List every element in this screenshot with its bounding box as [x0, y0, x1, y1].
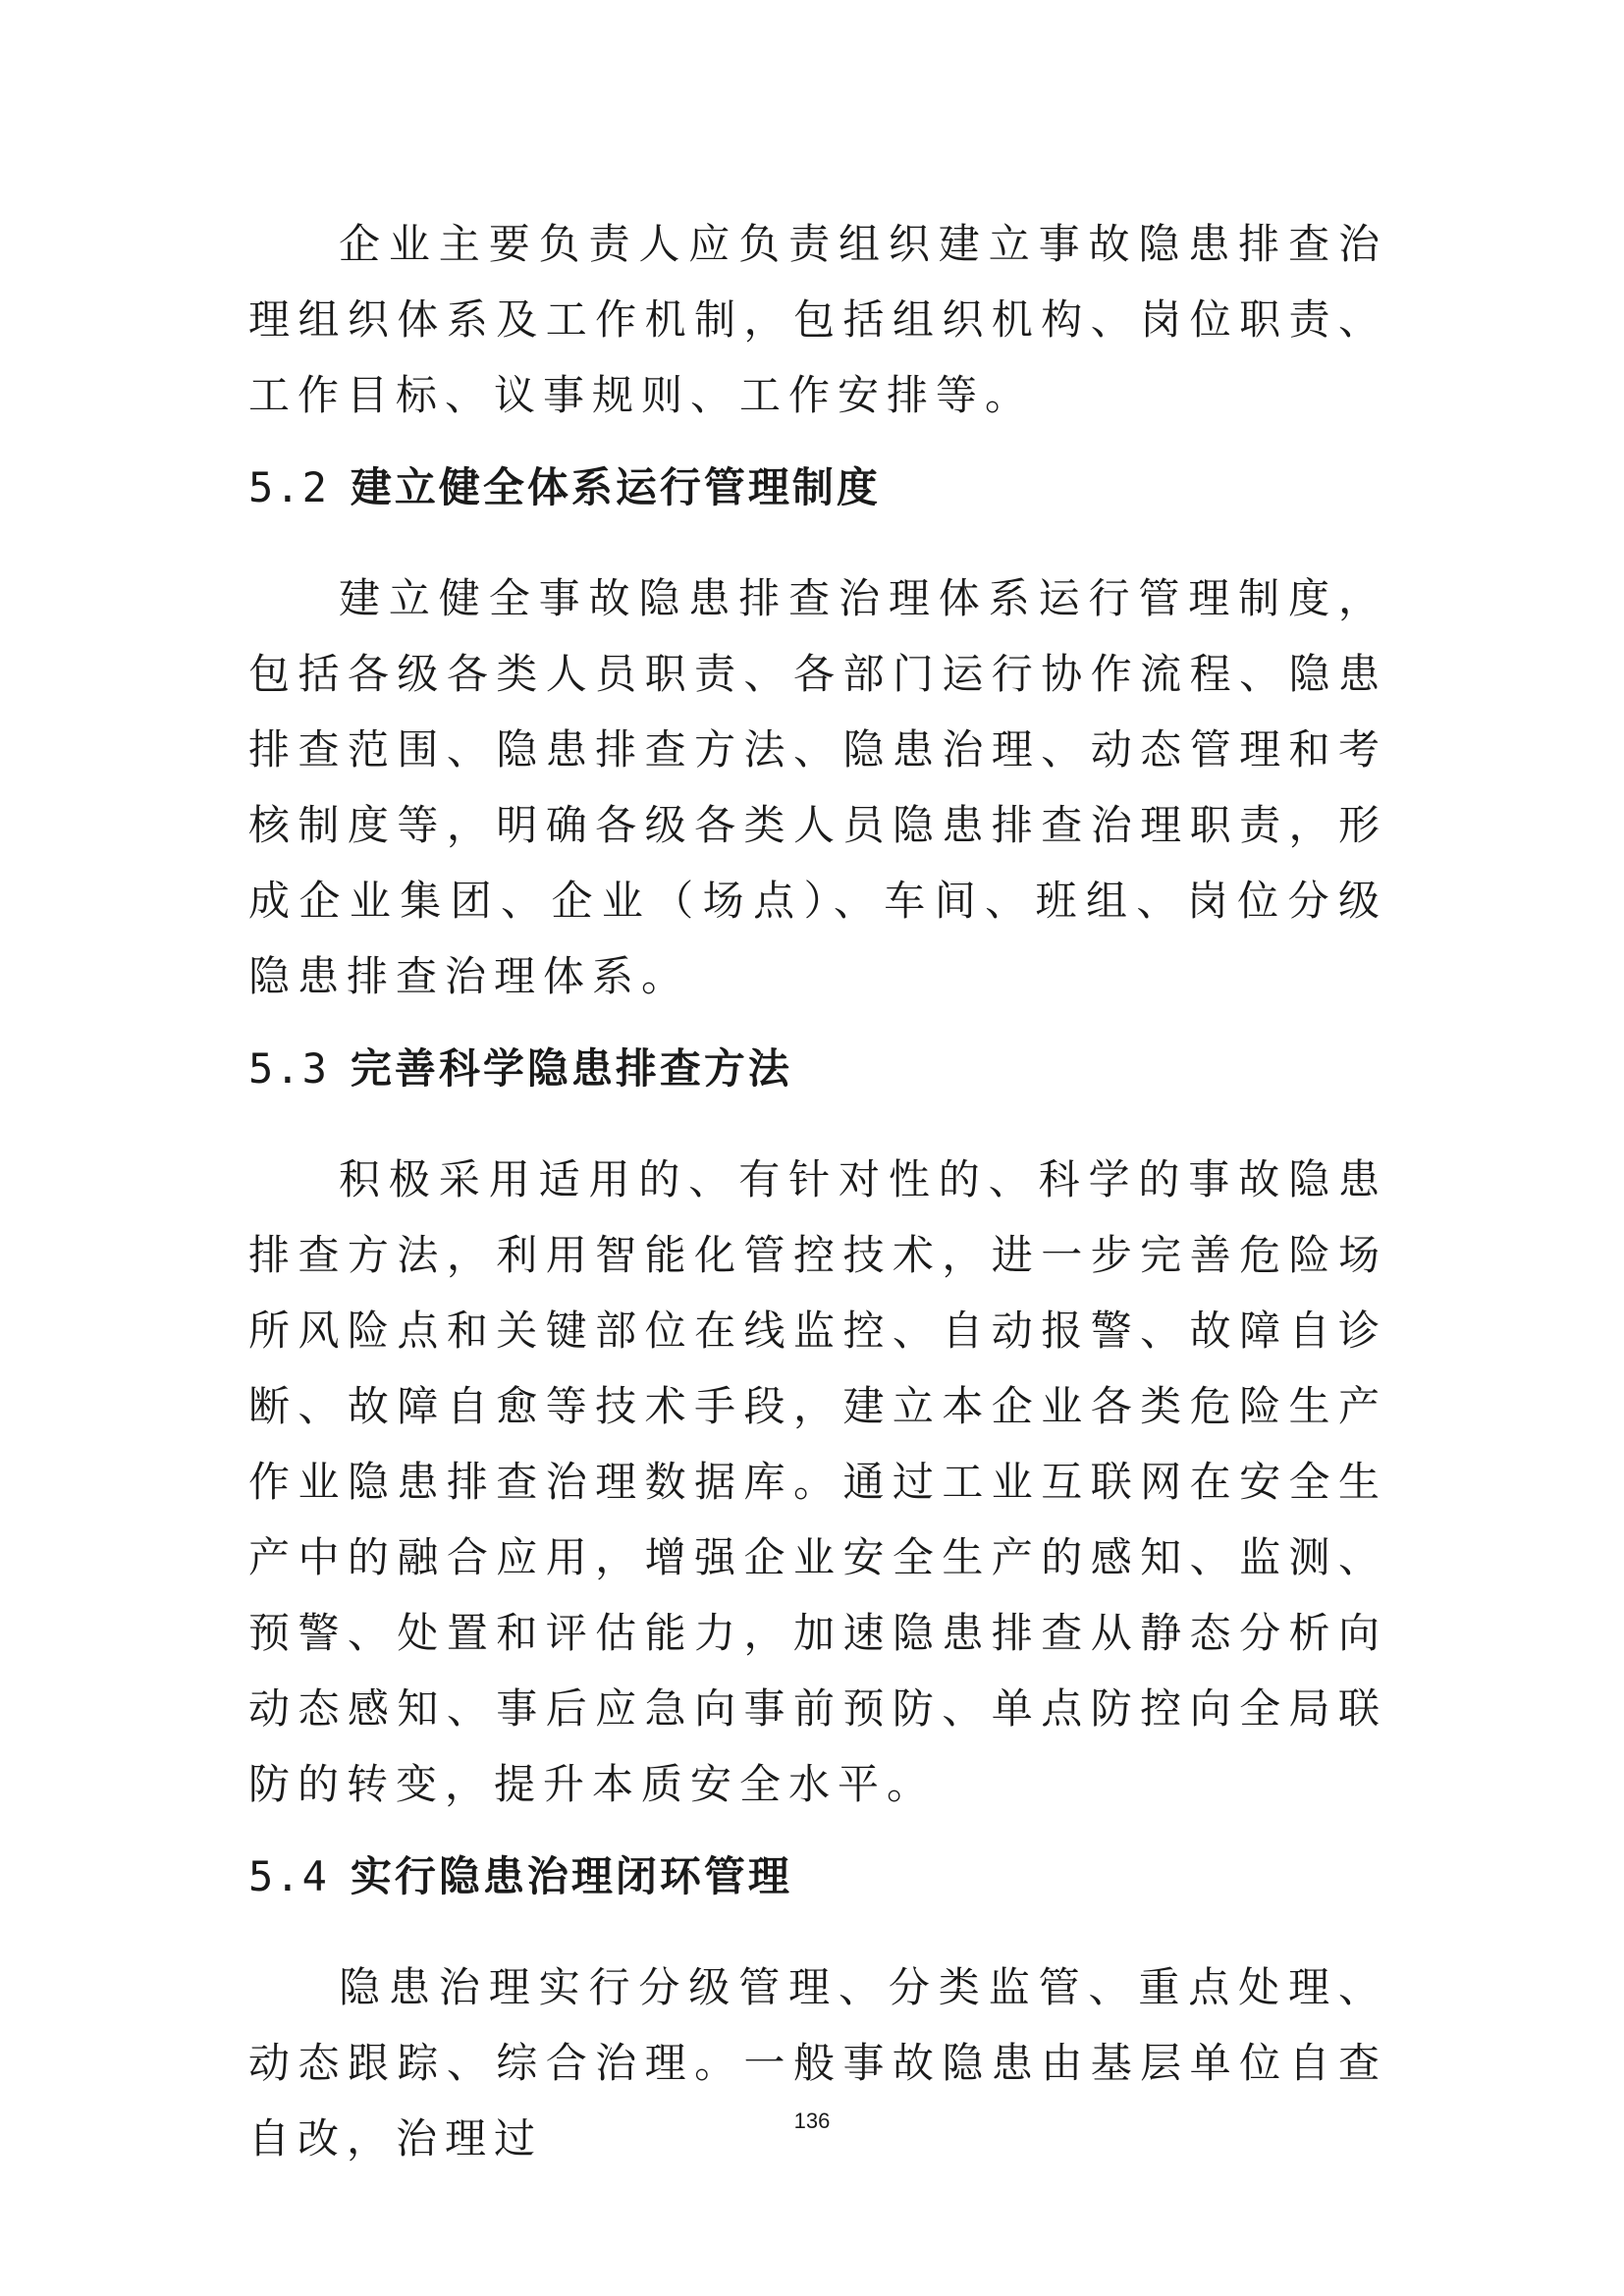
page-content	[248, 206, 1387, 2176]
section-5-3-paragraph: 积极采用适用的、有针对性的、科学的事故隐患排查方法，利用智能化管控技术，进一步完善危险场所风险点和关键部位在线监控、自动报警、故障自诊断、故障自愈等技术手段，建立本企业各类危险生产作业隐患排查治理数据库。通过工业互联网在安全生产中的融合应用，增强企业安全生产的感知、监测、预警、处置和评估能力，加速隐患排查从静态分析向动态感知、事后应急向事前预防、单点防控向全局联防的转变，提升本质安全水平。	[248, 1155, 1387, 1808]
section-title: 实行隐患治理闭环管理	[350, 1852, 792, 1900]
section-title: 完善科学隐患排查方法	[350, 1044, 792, 1093]
section-title: 建立健全体系运行管理制度	[350, 463, 881, 511]
section-heading-5-4	[248, 1847, 1387, 1906]
section-5-2-paragraph: 建立健全事故隐患排查治理体系运行管理制度，包括各级各类人员职责、各部门运行协作流程、隐患排查范围、隐患排查方法、隐患治理、动态管理和考核制度等，明确各级各类人员隐患排查治理职责，形成企业集团、企业（场点）、车间、班组、岗位分级隐患排查治理体系。	[248, 574, 1387, 1000]
section-5-4-paragraph: 隐患治理实行分级管理、分类监管、重点处理、动态跟踪、综合治理。一般事故隐患由基层单位自查自改，治理过	[248, 1963, 1387, 2163]
section-heading-5-2	[248, 458, 1387, 517]
section-heading-5-3	[248, 1040, 1387, 1098]
page-number: 136	[793, 2109, 831, 2133]
intro-paragraph: 企业主要负责人应负责组织建立事故隐患排查治理组织体系及工作机制，包括组织机构、岗位职责、工作目标、议事规则、工作安排等。	[248, 220, 1387, 419]
section-number: 5.2	[248, 463, 329, 511]
section-number: 5.4	[248, 1852, 329, 1900]
section-number: 5.3	[248, 1044, 329, 1093]
